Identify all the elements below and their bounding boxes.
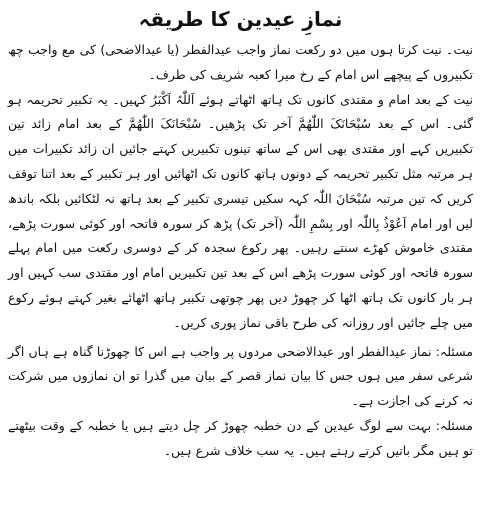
paragraph-masala-khutba: مسئلہ: بہت سے لوگ عیدین کے دن خطبہ چھوڑ کر چل دیتے ہیں یا خطبہ کے وقت بیٹھتے تو ہیں مگر باتیں کرتے رہتے ہیں۔ یہ سب خلاف شرع ہیں۔ — [8, 417, 473, 458]
page-title: نمازِ عیدین کا طریقہ — [138, 7, 343, 31]
paragraph-method: نیت کے بعد امام و مقتدی کانوں تک ہاتھ اٹھاتے ہوئے اَللّٰہُ اَکْبَرُ کہیں۔ یہ تکبیر تحریمہ ہو گئی۔ اس کے بعد سُبْحَانَکَ اللّٰھُمَّ آخر تک پڑھیں۔ سُبْحَانَکَ اللّٰھُمَّ کے بعد امام زائد تین تکبیریں کہے اور مقتدی بھی اس کے ساتھ تینوں تکبیریں کہتے جائیں ان زائد تکبیرات میں ہر مرتبہ مثل تکبیر تحریمہ کے دونوں ہاتھ کانوں تک اٹھائیں اور ہر تکبیر کے بعد اتنا توقف کریں کہ تین مرتبہ سُبْحَانَ اللّٰہ کہہ سکیں تیسری تکبیر کے بعد ہاتھ نہ لٹکائیں بلکہ باندھ لیں اور امام اَعُوْذُ بِاللّٰہ اور بِسْمِ اللّٰہ (آخر تک) پڑھ کر سورہ فاتحہ اور کوئی سورت پڑھے، مقتدی خاموش کھڑے سنتے رہیں۔ پھر رکوع سجدہ کر کے دوسری رکعت میں امام پہلے سورہ فاتحہ اور کوئی سورت پڑھے اس کے بعد تین تکبیریں امام اور مقتدی سب کہیں اور ہر بار کانوں تک ہاتھ اٹھا کر چھوڑ دیں پھر چوتھی تکبیر ہاتھ اٹھائے بغیر کہتے ہوئے رکوع میں چلے جائیں اور روزانہ کی طرح باقی نماز پوری کریں۔ — [8, 91, 473, 330]
paragraph-masala-wajib: مسئلہ: نماز عیدالفطر اور عیدالاضحی مردوں پر واجب ہے اس کا چھوڑنا گناہ ہے ہاں اگر شرعی سفر میں ہوں جس کا بیان نماز قصر کے بیان میں گذرا تو ان نمازوں میں شرکت نہ کرنے کی اجازت ہے۔ — [8, 343, 473, 409]
paragraph-niyyat: نیت۔ نیت کرتا ہوں میں دو رکعت نماز واجب عیدالفطر (یا عیدالاضحی) کی مع واجب چھ تکبیروں کے پیچھے اس امام کے رخ میرا کعبہ شریف کی طرف۔ — [8, 42, 473, 82]
